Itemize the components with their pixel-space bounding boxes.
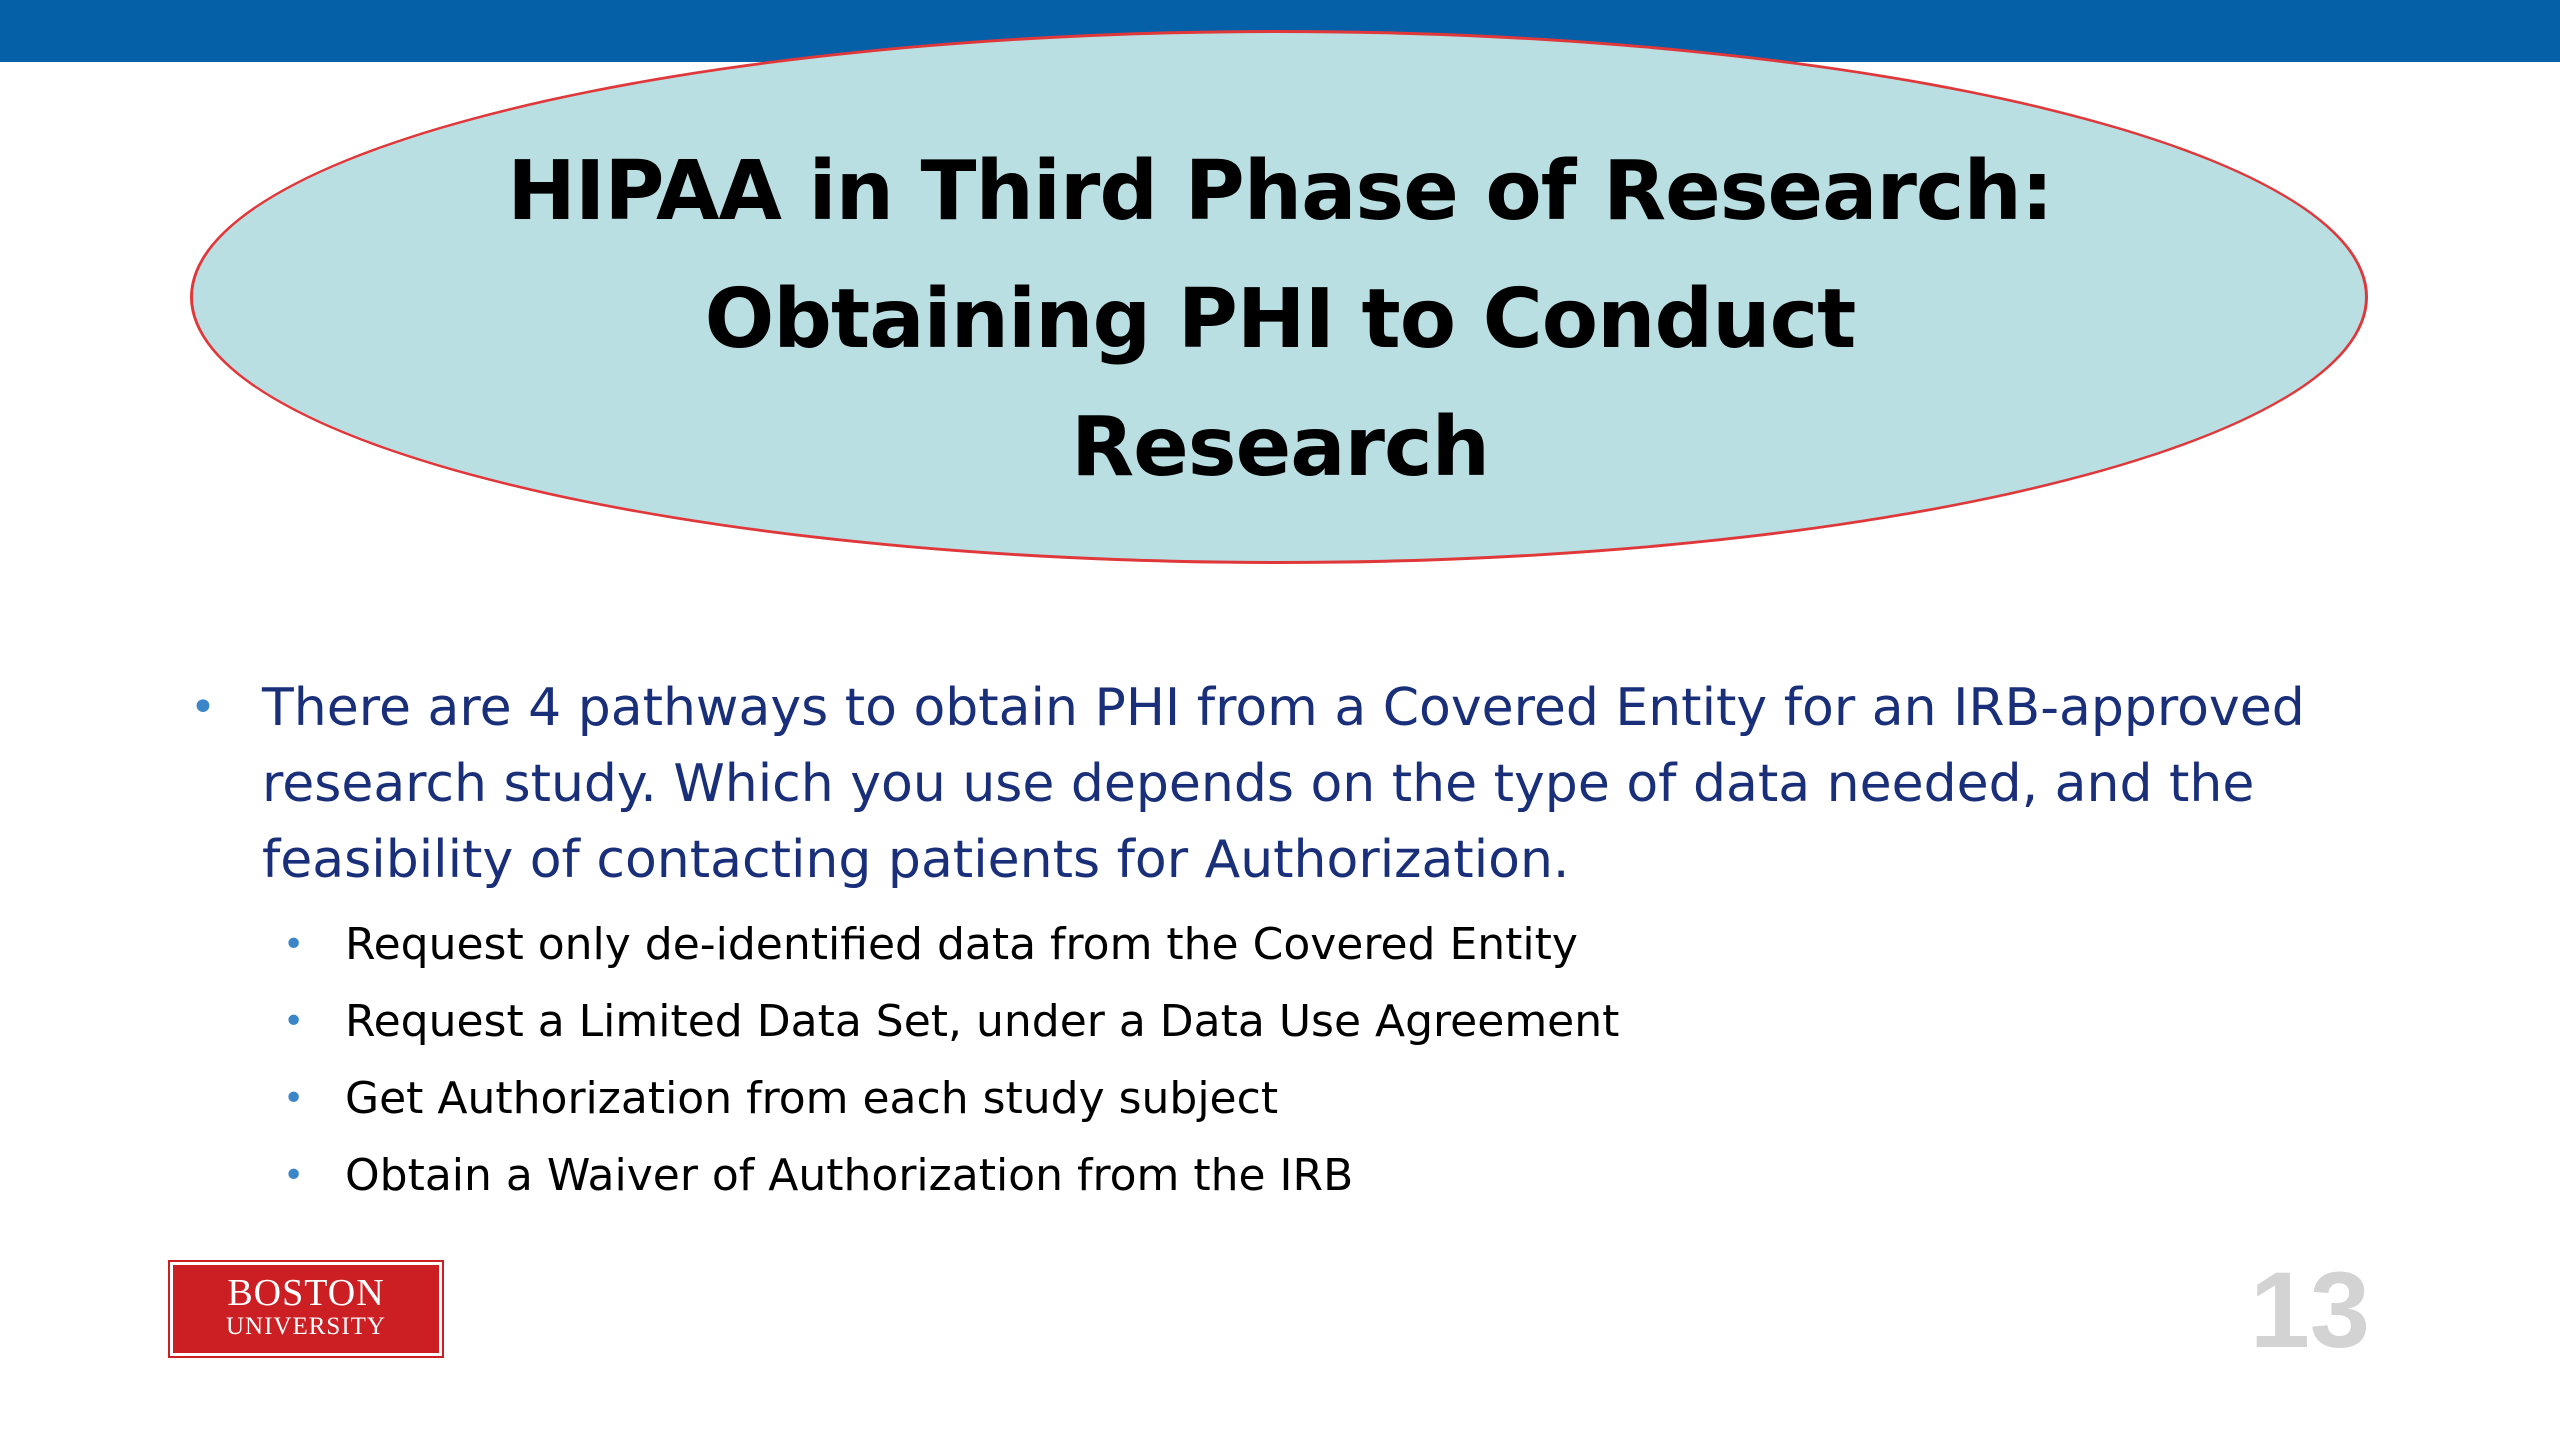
- bullet-icon: •: [283, 1001, 305, 1042]
- sub-bullet-text: Request only de-identified data from the Covered Entity: [345, 919, 1578, 970]
- title-line-3: Research: [1071, 400, 1489, 495]
- slide-title: [380, 128, 2180, 512]
- bullet-icon: •: [283, 1155, 305, 1196]
- main-bullet: [180, 670, 2430, 898]
- sub-bullet-text: Obtain a Waiver of Authorization from the IRB: [345, 1150, 1354, 1201]
- sub-bullet-list: [180, 906, 2430, 1214]
- bullet-icon: •: [283, 924, 305, 965]
- bullet-icon: •: [190, 682, 216, 733]
- sub-bullet: [283, 1060, 2430, 1137]
- page-number: 13: [2249, 1249, 2370, 1370]
- sub-bullet-text: Get Authorization from each study subject: [345, 1073, 1279, 1124]
- slide-content: [180, 670, 2430, 1214]
- title-line-2: Obtaining PHI to Conduct: [704, 272, 1856, 367]
- sub-bullet: [283, 983, 2430, 1060]
- logo-line-2: UNIVERSITY: [226, 1313, 386, 1340]
- sub-bullet: [283, 1137, 2430, 1214]
- boston-university-logo: [170, 1262, 442, 1356]
- title-line-1: HIPAA in Third Phase of Research:: [507, 144, 2053, 239]
- sub-bullet-text: Request a Limited Data Set, under a Data Use Agreement: [345, 996, 1620, 1047]
- sub-bullet: [283, 906, 2430, 983]
- bullet-icon: •: [283, 1078, 305, 1119]
- main-bullet-text: There are 4 pathways to obtain PHI from a Covered Entity for an IRB-approved research study. Which you use depends on the type of data needed, and the feasibility of contacting patients for Authorization.: [262, 678, 2305, 890]
- logo-line-1: BOSTON: [227, 1272, 385, 1314]
